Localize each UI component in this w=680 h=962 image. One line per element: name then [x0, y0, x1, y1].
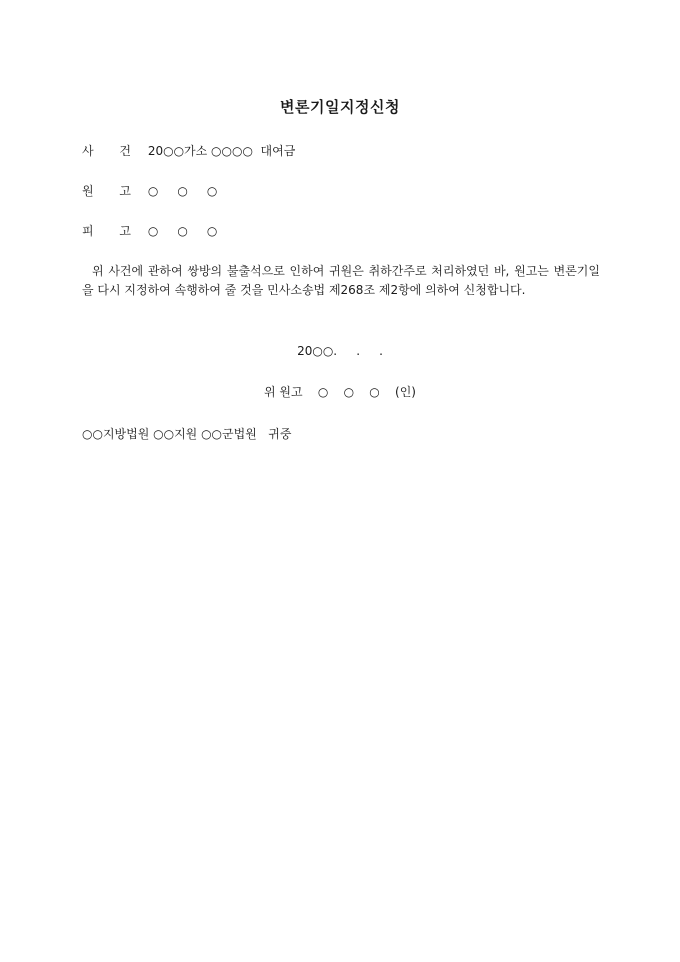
defendant-value: ○ ○ ○	[147, 224, 218, 238]
case-row	[82, 142, 295, 160]
court-addressee: ○○지방법원 ○○지원 ○○군법원 귀중	[82, 427, 292, 441]
document-title: 변론기일지정신청	[280, 98, 400, 116]
case-label: 사 건	[82, 144, 142, 158]
plaintiff-row	[82, 182, 217, 200]
case-value: 20○○가소 ○○○○ 대여금	[147, 144, 296, 158]
application-body: 위 사건에 관하여 쌍방의 불출석으로 인하여 귀원은 취하간주로 처리하였던 바, 원고는 변론기일을 다시 지정하여 속행하여 줄 것을 민사소송법 제268조 제2항에 의하여 신청합니다.	[82, 264, 600, 297]
date-line: 20○○. . .	[297, 344, 383, 358]
defendant-label: 피 고	[82, 224, 142, 238]
plaintiff-value: ○ ○ ○	[147, 184, 218, 198]
plaintiff-label: 원 고	[82, 184, 142, 198]
defendant-row	[82, 222, 217, 240]
signature-line: 위 원고 ○ ○ ○ (인)	[264, 385, 416, 399]
